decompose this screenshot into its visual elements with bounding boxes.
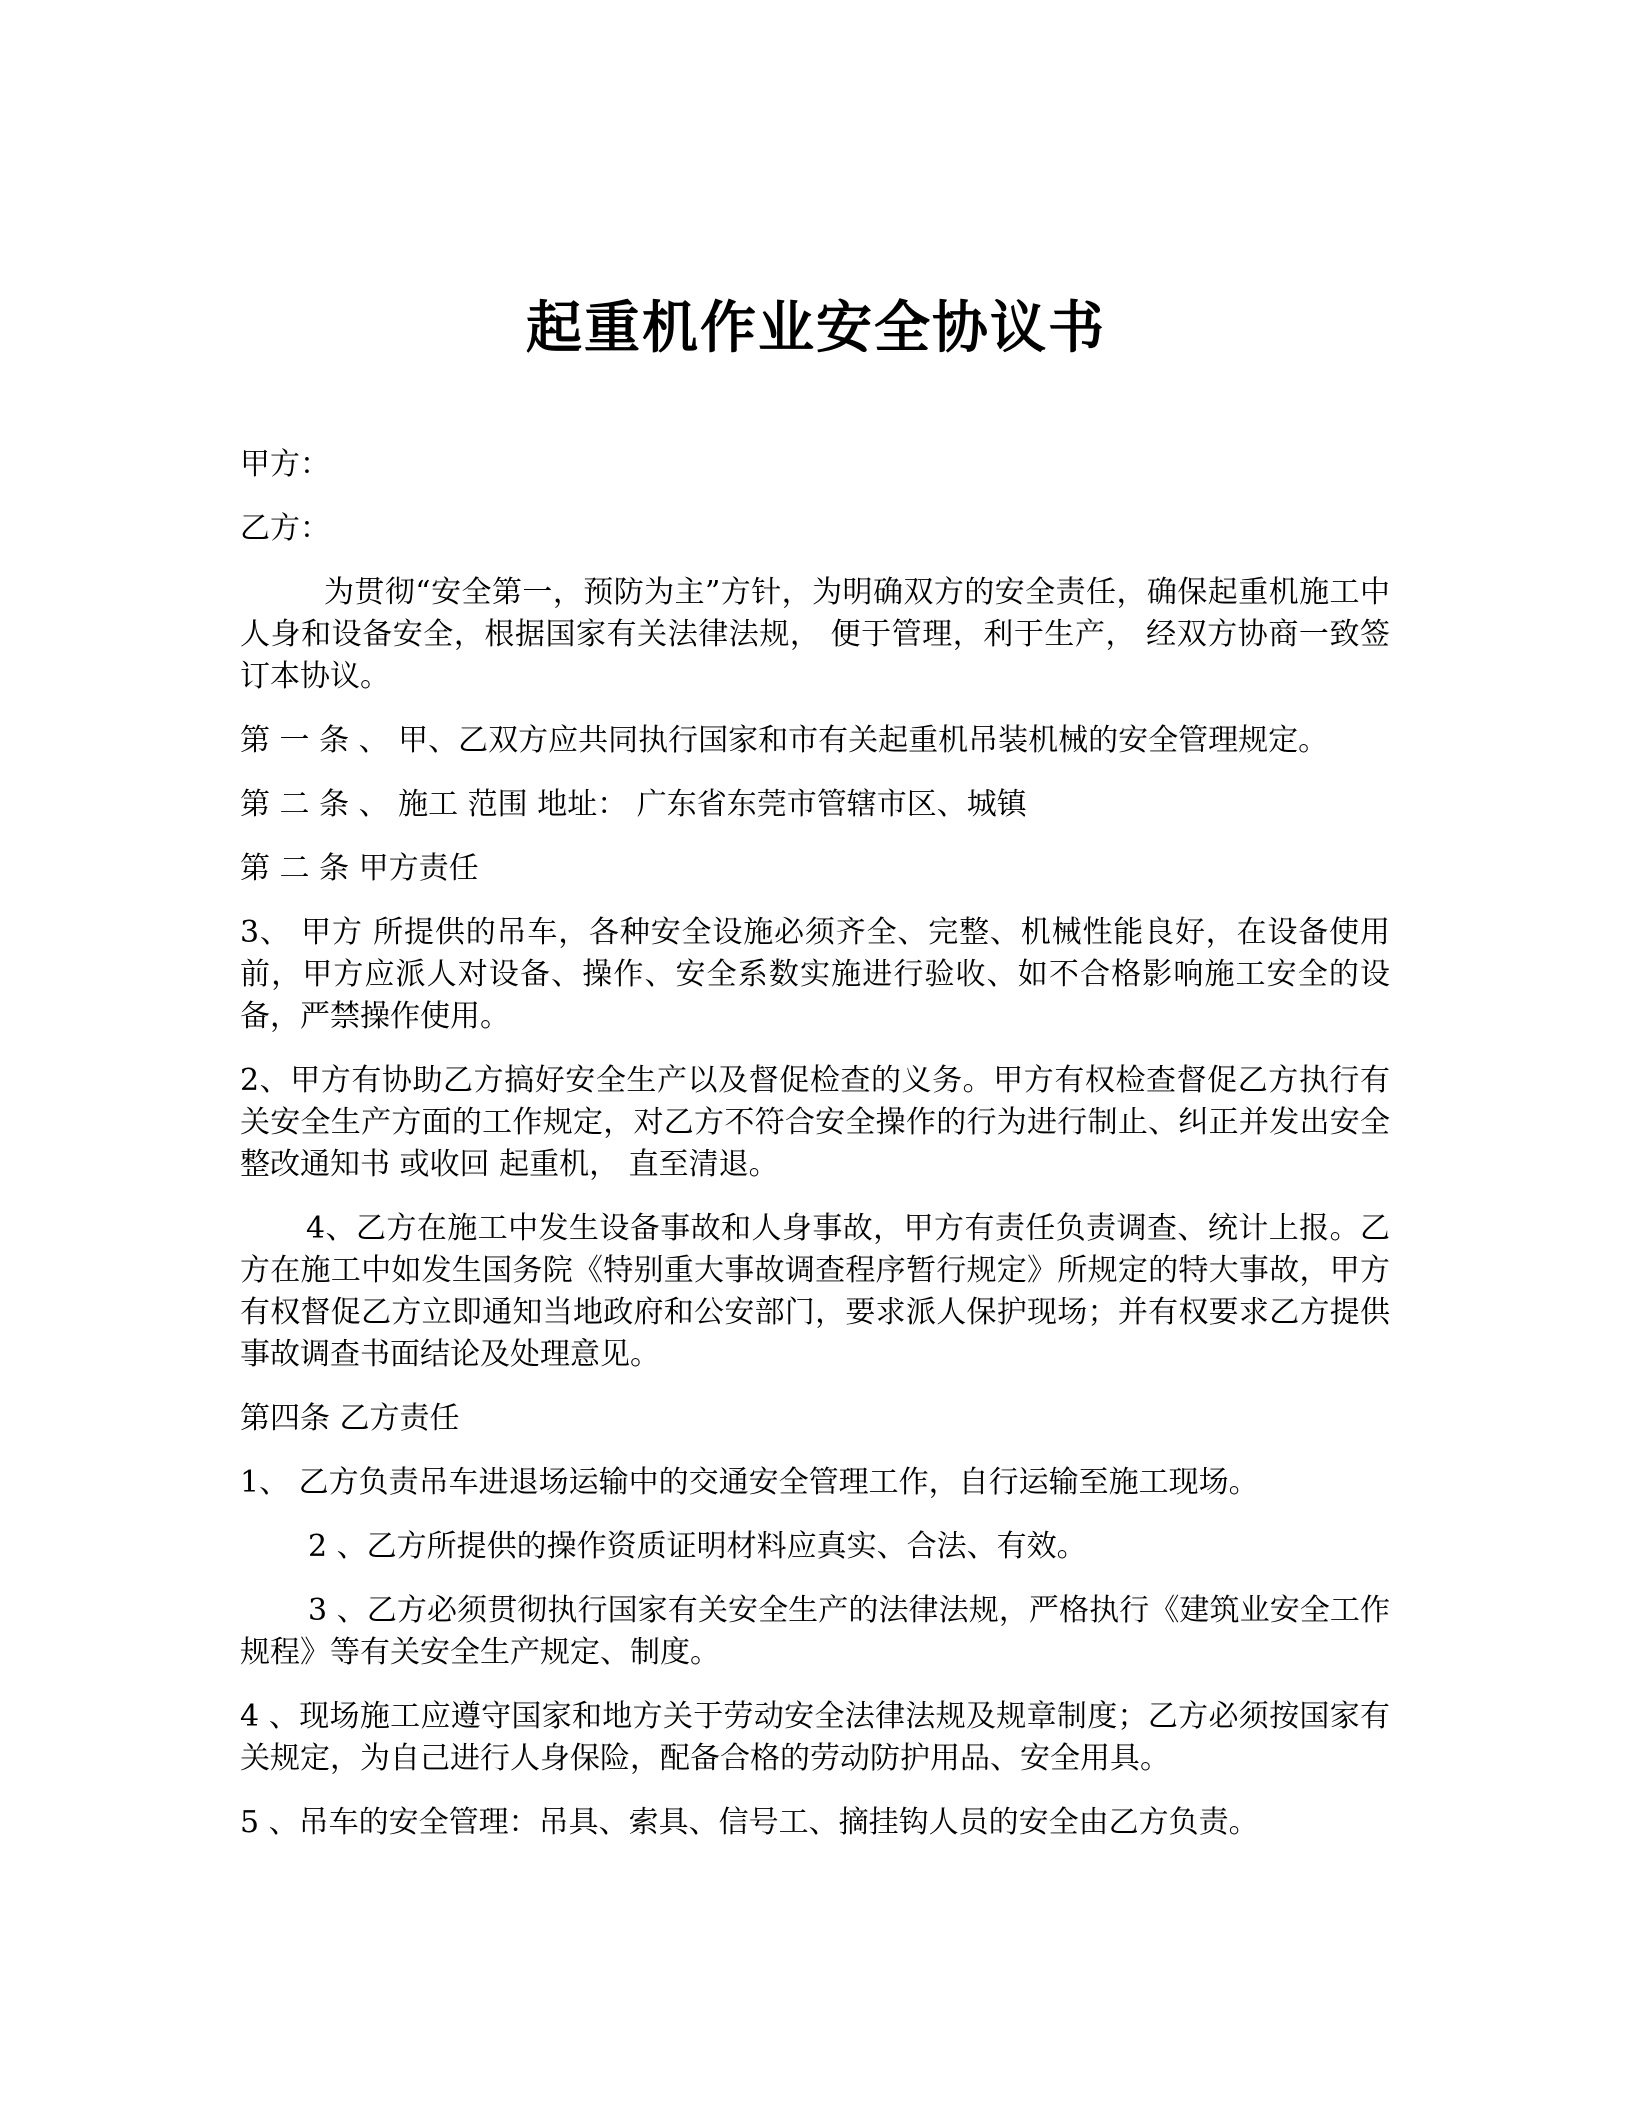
party-b-clause-3: 3 、乙方必须贯彻执行国家有关安全生产的法律法规，严格执行《建筑业安全工作规程》等有关安全生产规定、制度。 <box>240 1593 1390 1670</box>
party-b-clause-4: 4 、现场施工应遵守国家和地方关于劳动安全法律法规及规章制度；乙方必须按国家有关规定，为自己进行人身保险，配备合格的劳动防护用品、安全用具。 <box>240 1699 1390 1776</box>
article-1: 第 一 条 、 甲、乙双方应共同执行国家和市有关起重机吊装机械的安全管理规定。 <box>240 723 1329 758</box>
party-b-clause-2: 2 、乙方所提供的操作资质证明材料应真实、合法、有效。 <box>308 1529 1087 1564</box>
article-4-heading: 第四条 乙方责任 <box>240 1401 460 1436</box>
party-b-clause-1: 1、 乙方负责吊车进退场运输中的交通安全管理工作，自行运输至施工现场。 <box>240 1465 1259 1500</box>
party-a-clause-4: 4、乙方在施工中发生设备事故和人身事故，甲方有责任负责调查、统计上报。乙方在施工中如发生国务院《特别重大事故调查程序暂行规定》所规定的特大事故，甲方有权督促乙方立即通知当地政府和公安部门，要求派人保护现场；并有权要求乙方提供事故调查书面结论及处理意见。 <box>240 1211 1390 1372</box>
party-a-label: 甲方： <box>240 447 330 482</box>
preamble-paragraph: 为贯彻“安全第一，预防为主”方针，为明确双方的安全责任，确保起重机施工中人身和设备安全，根据国家有关法律法规， 便于管理，利于生产， 经双方协商一致签订本协议。 <box>240 575 1390 694</box>
article-2-scope: 第 二 条 、 施工 范围 地址： 广东省东莞市管辖市区、城镇 <box>240 787 1027 822</box>
party-b-label: 乙方： <box>240 511 330 546</box>
article-party-a-heading: 第 二 条 甲方责任 <box>240 851 479 886</box>
document-body <box>240 444 1390 1866</box>
party-a-clause-3: 3、 甲方 所提供的吊车，各种安全设施必须齐全、完整、机械性能良好，在设备使用前，甲方应派人对设备、操作、安全系数实施进行验收、如不合格影响施工安全的设备，严禁操作使用。 <box>240 915 1390 1034</box>
party-b-clause-5: 5 、吊车的安全管理：吊具、索具、信号工、摘挂钩人员的安全由乙方负责。 <box>240 1805 1259 1840</box>
party-a-clause-2: 2、甲方有协助乙方搞好安全生产以及督促检查的义务。甲方有权检查督促乙方执行有关安全生产方面的工作规定，对乙方不符合安全操作的行为进行制止、纠正并发出安全整改通知书 或收回 起重机， 直至清退。 <box>240 1063 1390 1182</box>
page-title: 起重机作业安全协议书 <box>526 295 1106 361</box>
